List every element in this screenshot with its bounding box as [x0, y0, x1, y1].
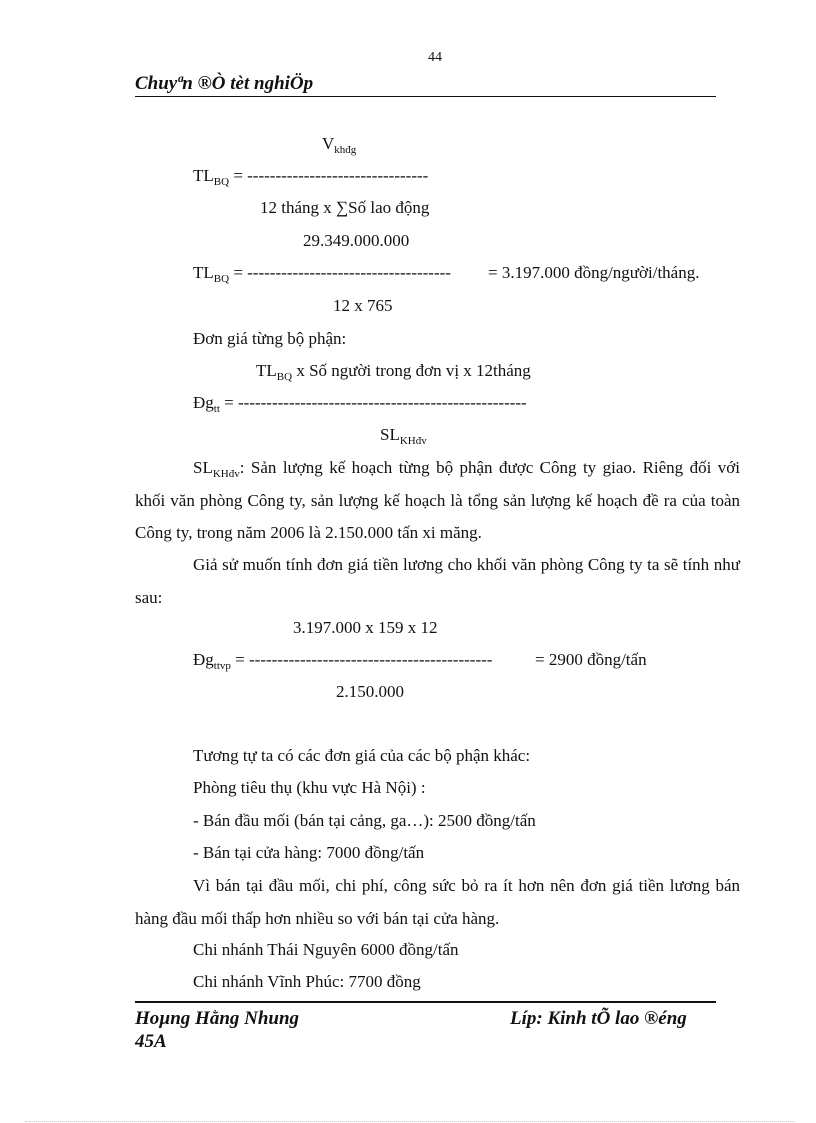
definition-paragraph: $SL_{KHđv}$: Sản lượng kế hoạch từng bộ phận được Công ty giao. Riêng đối với khối văn phòng Công ty, sản lượng kế hoạch là tổng sản lượng kế hoạch đề ra của toàn Công ty, trong năm 2006 là 2.150.000 tấn xi măng. — [135, 458, 740, 542]
formula-dgtt-denominator: $SL_{KHđv}$ — [380, 425, 427, 447]
formula-tlbq2-denominator: 12 x 765 — [333, 296, 393, 315]
formula-tlbq2-line: $TL_{BQ}$ = ------------------------------------ — [193, 263, 451, 285]
list-item: - Bán đầu mối (bán tại cảng, ga…): 2500 đồng/tấn — [193, 811, 536, 830]
compare-paragraph: Vì bán tại đầu mối, chi phí, công sức bỏ ra ít hơn nên đơn giá tiền lương bán hàng đầu mối thấp hơn nhiều so với bán tại cửa hàng. — [135, 876, 740, 928]
running-header-title: Chuyªn ®Ò tèt nghiÖp — [135, 73, 314, 94]
footer-rule — [135, 1001, 716, 1003]
list-item: Chi nhánh Vĩnh Phúc: 7700 đồng — [193, 972, 421, 991]
list-item: - Bán tại cửa hàng: 7000 đồng/tấn — [193, 843, 425, 862]
footer-author: Hoµng Hằng Nhung — [135, 1008, 300, 1029]
header-rule — [135, 96, 716, 97]
page-number: 44 — [428, 50, 442, 65]
formula-dgtt-line: $Đg_{tt}$ = --------------------------------------------------- — [193, 393, 527, 415]
list-item: Phòng tiêu thụ (khu vực Hà Nội) : — [193, 778, 426, 797]
unit-price-heading: Đơn giá từng bộ phận: — [193, 329, 347, 348]
formula-dgttvp-line: $Đg_{ttvp}$ = ------------------------------------------- — [193, 650, 493, 672]
formula-tlbq2-numerator: 29.349.000.000 — [303, 231, 410, 250]
formula-tlbq-line: $TL_{BQ}$ = -------------------------------- — [193, 166, 429, 188]
formula-tlbq2-result: = 3.197.000 đồng/người/tháng. — [488, 263, 700, 282]
footer-class: Líp: Kinh tÕ lao ®éng — [510, 1008, 687, 1029]
formula-tlbq-denominator: 12 tháng x ∑Số lao động — [260, 198, 430, 217]
page-edge-dotted-line — [25, 1121, 795, 1122]
formula-dgttvp-numerator: 3.197.000 x 159 x 12 — [293, 618, 438, 637]
list-item: Chi nhánh Thái Nguyên 6000 đồng/tấn — [193, 940, 459, 959]
formula-dgtt-numerator: $TL_{BQ}$ x Số người trong đơn vị x 12tháng — [256, 361, 531, 383]
list-item: Tương tự ta có các đơn giá của các bộ phận khác: — [193, 746, 531, 765]
formula-tlbq-numerator: $V_{khđg}$ — [322, 134, 357, 156]
formula-dgttvp-result: = 2900 đồng/tấn — [535, 650, 647, 669]
assume-paragraph: Giả sử muốn tính đơn giá tiền lương cho khối văn phòng Công ty ta sẽ tính như sau: — [135, 555, 740, 607]
formula-dgttvp-denominator: 2.150.000 — [336, 682, 404, 701]
footer-class-suffix: 45A — [135, 1031, 167, 1052]
